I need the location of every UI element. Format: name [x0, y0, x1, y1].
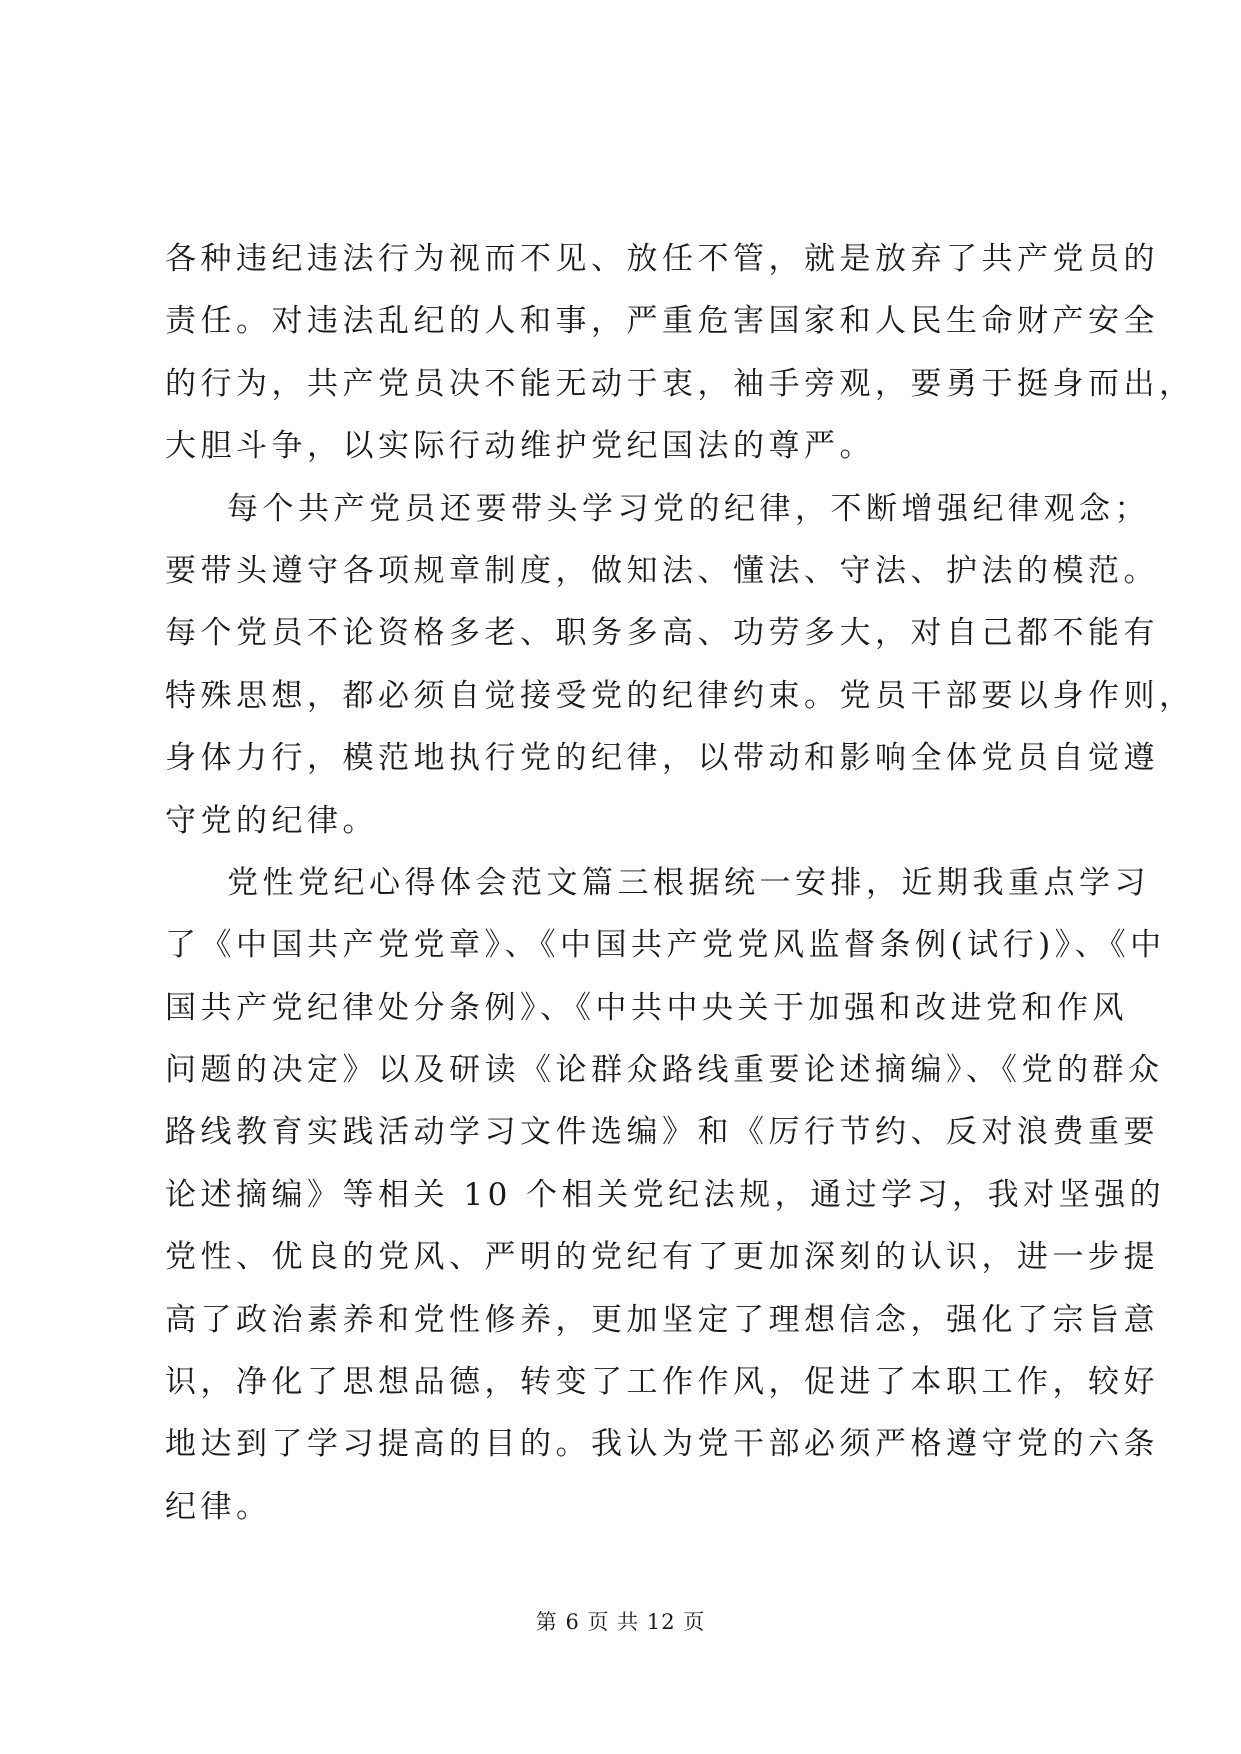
text-line: 每个党员不论资格多老、职务多高、功劳多大，对自己都不能有 [165, 615, 1159, 652]
text-line: 问题的决定》以及研读《论群众路线重要论述摘编》、《党的群众 [165, 1052, 1164, 1089]
paragraph-1 [165, 228, 1195, 478]
page-number-footer: 第 6 页 共 12 页 [535, 1610, 706, 1634]
text-line: 要带头遵守各项规章制度，做知法、懂法、守法、护法的模范。 [165, 552, 1159, 589]
text-line: 守党的纪律。 [165, 802, 378, 839]
text-line: 地达到了学习提高的目的。我认为党干部必须严格遵守党的六条 [165, 1426, 1159, 1463]
text-line: 纪律。 [165, 1488, 272, 1525]
text-line: 各种违纪违法行为视而不见、放任不管，就是放弃了共产党员的 [165, 241, 1159, 277]
text-line: 了《中国共产党党章》、《中国共产党党风监督条例(试行)》、《中 [165, 927, 1166, 964]
paragraph-2 [165, 478, 1195, 852]
text-line: 大胆斗争，以实际行动维护党纪国法的尊严。 [165, 428, 875, 465]
paragraph-3 [165, 852, 1166, 1538]
text-line: 论述摘编》等相关 10 个相关党纪法规，通过学习，我对坚强的 [165, 1176, 1166, 1213]
text-line: 国共产党纪律处分条例》、《中共中央关于加强和改进党和作风 [165, 989, 1128, 1026]
text-line: 的行为，共产党员决不能无动于衷，袖手旁观，要勇于挺身而出， [165, 365, 1195, 402]
text-line: 路线教育实践活动学习文件选编》和《厉行节约、反对浪费重要 [165, 1114, 1159, 1151]
document-body [165, 228, 1195, 1538]
text-line: 党性党纪心得体会范文篇三根据统一安排，近期我重点学习 [227, 864, 1150, 901]
text-line: 每个共产党员还要带头学习党的纪律，不断增强纪律观念； [227, 490, 1150, 527]
text-line: 责任。对违法乱纪的人和事，严重危害国家和人民生命财产安全 [165, 303, 1159, 340]
text-line: 身体力行，模范地执行党的纪律，以带动和影响全体党员自觉遵 [165, 740, 1159, 777]
text-line: 特殊思想，都必须自觉接受党的纪律约束。党员干部要以身作则， [165, 677, 1195, 714]
text-line: 识，净化了思想品德，转变了工作作风，促进了本职工作，较好 [165, 1364, 1159, 1401]
text-line: 党性、优良的党风、严明的党纪有了更加深刻的认识，进一步提 [165, 1239, 1159, 1276]
text-line: 高了政治素养和党性修养，更加坚定了理想信念，强化了宗旨意 [165, 1301, 1159, 1338]
